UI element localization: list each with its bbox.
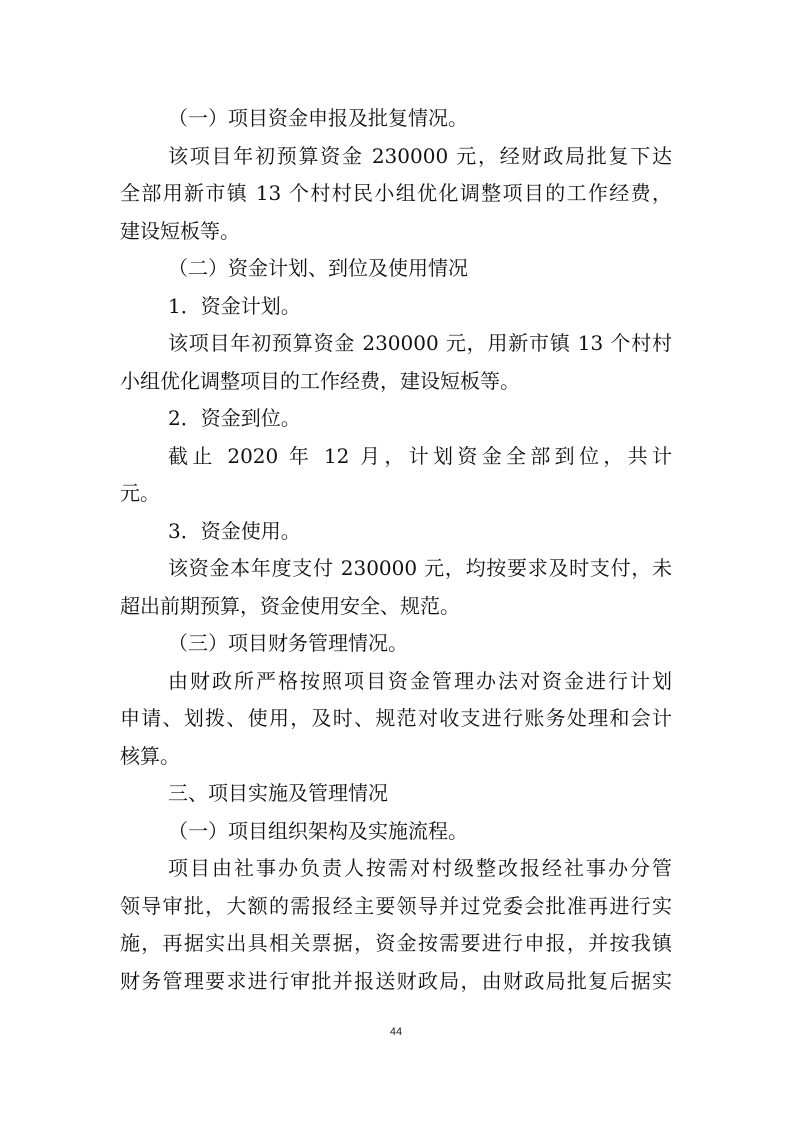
text-line: 申请、划拨、使用，及时、规范对收支进行账务处理和会计: [120, 706, 672, 730]
page-number: 44: [389, 1026, 403, 1038]
text-line: 该项目年初预算资金 230000 元，经财政局批复下达: [168, 143, 672, 168]
text-line: 由财政所严格按照项目资金管理办法对资金进行计划: [168, 668, 672, 693]
text-line: 核算。: [120, 743, 180, 768]
text-line: 施，再据实出具相关票据，资金按需要进行申报，并按我镇: [120, 931, 672, 955]
section-heading: （三）项目财务管理情况。: [168, 631, 408, 655]
text-line: 元。: [120, 481, 160, 505]
subsection-heading: 2．资金到位。: [168, 406, 301, 430]
text-line: （一）项目资金申报及批复情况。: [168, 106, 468, 130]
text-line: 该项目年初预算资金 230000 元，用新市镇 13 个村村: [168, 331, 672, 355]
text-line: 全部用新市镇 13 个村村民小组优化调整项目的工作经费，: [120, 181, 672, 205]
section-heading: （一）项目组织架构及实施流程。: [168, 818, 468, 843]
text-line: 财务管理要求进行审批并报送财政局，由财政局批复后据实: [120, 968, 672, 993]
subsection-heading: 1．资金计划。: [168, 293, 301, 318]
text-line: 小组优化调整项目的工作经费，建设短板等。: [120, 368, 520, 393]
section-heading: （二）资金计划、到位及使用情况: [168, 256, 468, 280]
text-line: 截止 2020 年 12 月，计划资金全部到位，共计: [168, 443, 672, 468]
text-line: 建设短板等。: [120, 218, 240, 243]
text-line: 项目由社事办负责人按需对村级整改报经社事办分管: [168, 856, 672, 880]
chapter-heading: 三、项目实施及管理情况: [168, 781, 388, 805]
text-line: 超出前期预算，资金使用安全、规范。: [120, 593, 460, 618]
text-line: 该资金本年度支付 230000 元，均按要求及时支付，未: [168, 556, 672, 580]
text-line: 领导审批，大额的需报经主要领导并过党委会批准再进行实: [120, 893, 672, 918]
subsection-heading: 3．资金使用。: [168, 518, 301, 543]
body-text: [120, 100, 672, 1000]
